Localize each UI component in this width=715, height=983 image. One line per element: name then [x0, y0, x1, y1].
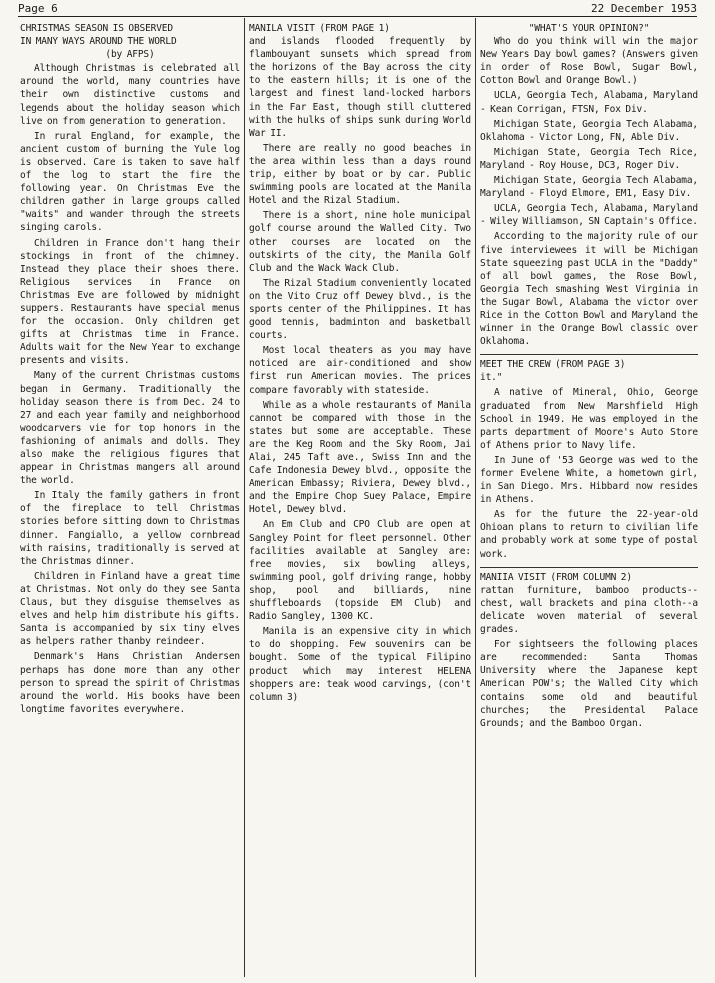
christmas-paragraph: Children in Finland have a great time at Christmas. Not only do they see Santa Claus, but they disguise themselves as elves and help him distribute his gifts. Santa is accompanied by six tiny elves as helpers rather thanby reindeer.	[20, 570, 240, 648]
opinion-paragraph: UCLA, Georgia Tech, Alabama, Maryland - Kean Corrigan, FTSN, Fox Div.	[480, 90, 698, 115]
christmas-paragraph: Although Christmas is celebrated all around the world, many countries have their own distinctive customs and legends about the holiday season which live on from generation to generation.	[20, 63, 240, 127]
page-number: Page 6	[18, 2, 58, 15]
header-rule	[18, 16, 697, 17]
crew-paragraph: As for the future the 22-year-old Ohioan plans to return to civilian life and probably work at some type of postal work.	[480, 509, 698, 560]
christmas-paragraph: Denmark's Hans Christian Andersen perhaps has done more than any other person to spread the spirit of Christmas around the world. His books have been longtime favorites everywhere.	[20, 651, 240, 715]
issue-date: 22 December 1953	[591, 2, 697, 15]
column-divider-1	[244, 18, 245, 977]
manila-paragraph: The Rizal Stadium conveniently located on the Vito Cruz off Dewey blvd., is the sports center of the Philippines. It has good tennis, badminton and basketball courts.	[249, 277, 471, 342]
column-1	[20, 22, 240, 718]
opinion-headline: "WHAT'S YOUR OPINION?"	[528, 23, 650, 34]
manila-paragraph: While as a whole restaurants of Manila cannot be compared with those in the states but some are acceptable. These are the Keg Room and the Sky Room, Jai Alai, 245 Taft ave., Swiss Inn and the Cafe Indonesia Dewey blvd., opposite the American Embassy; Riviera, Dewey blvd., and the Empire Chop Suey Palace, Empire Hotel, Dewey blvd.	[249, 399, 471, 516]
christmas-headline-line2: IN MANY WAYS AROUND THE WORLD	[20, 36, 177, 48]
meet-crew-headline: MEET THE CREW (FROM PAGE 3)	[480, 359, 626, 371]
opinion-paragraph: According to the majority rule of our five interviewees it will be Michigan State squeezing past UCLA in the "Daddy" of all bowl games, the Rose Bowl, Georgia Tech smashing West Virginia in the Sugar Bowl, Alabama the victor over Rice in the Cotton Bowl and Maryland the winner in the Orange Bowl classic over Oklahoma.	[480, 231, 698, 348]
crew-paragraph: In June of '53 George was wed to the former Evelene White, a hometown girl, in San Diego. Mrs. Hibbard now resides in Athens.	[480, 454, 698, 506]
opinion-paragraph: UCLA, Georgia Tech, Alabama, Maryland - Wiley Williamson, SN Captain's Office.	[480, 203, 698, 228]
christmas-byline: (by AFPS)	[105, 49, 155, 61]
crew-lead: it."	[480, 372, 503, 384]
manila-paragraph: Most local theaters as you may have noticed are air-conditioned and show first run American movies. The prices compare favorably with stateside.	[249, 345, 471, 396]
christmas-paragraph: Many of the current Christmas customs began in Germany. Traditionally the holiday season there is from Dec. 24 to 27 and each year family and neighborhood woodcarvers vie for top honors in the fashioning of animals and dolls. They also make the religious figures that appear in Christmas mangers all around the world.	[20, 370, 240, 487]
opinion-paragraph: Michigan State, Georgia Tech Alabama, Maryland - Floyd Elmore, EM1, Easy Div.	[480, 175, 698, 200]
opinion-paragraph: Michigan State, Georgia Tech Rice, Maryland - Roy House, DC3, Roger Div.	[480, 146, 698, 171]
christmas-paragraph: Children in France don't hang their stockings in front of the chimney. Instead they place their shoes there. Religious services in France on Christmas Eve are followed by midnight suppers. Restaurants have special menus for the occasion. Only children get gifts at Christmas time in France. Adults wait for the New Year to exchange presents and visits.	[20, 237, 240, 367]
christmas-paragraph: In rural England, for example, the ancient custom of burning the Yule log is observed. Care is taken to save half of the log to start the fire the following year. On Christmas Eve the children gather in large groups called "waits" and wander through the streets singing carols.	[20, 130, 240, 234]
opinion-paragraph: Who do you think will win the major New Years Day bowl games? (Answers given in order of Rose Bowl, Sugar Bowl, Cotton Bowl and Orange Bowl.)	[480, 36, 698, 87]
manila-lead-paragraph: and islands flooded frequently by flambouyant sunsets which spread from the horizons of the Bay across the city to the eastern hills; it is one of the largest and finest land-locked harbors in the Far East, though still cluttered with the hulks of ships sunk during World War II.	[249, 36, 471, 139]
manila-continued-paragraph: For sightseers the following places are recommended: Santa Thomas University where the Japanese kept American POW's; the Walled City which contains some old and beautiful churches; the Presidental Palace Grounds; and the Bamboo Organ.	[480, 639, 698, 729]
manila-paragraph: There are really no good beaches in the area within less than a days round trip, either by boat or by car. Public swimming pools are located at the Manila Hotel and the Rizal Stadium.	[249, 142, 471, 207]
column-3	[480, 22, 698, 732]
manila-continued-headline: MANIIA VISIT (FROM COLUMN 2)	[480, 571, 632, 583]
opinion-paragraph: Michigan State, Georgia Tech Alabama, Oklahoma - Victor Long, FN, Able Div.	[480, 118, 698, 143]
manila-visit-headline: MANILA VISIT (FROM PAGE 1)	[249, 23, 390, 34]
column-divider-2	[475, 18, 476, 977]
manila-paragraph: An Em Club and CPO Club are open at Sangley Point for fleet personnel. Other facilities available at Sangley are: free movies, six bowling alleys, swimming pool, golf driving range, hobby shop, pool and billiards, nine shuffleboards (topside EM Club) and Radio Sangley, 1300 KC.	[249, 519, 471, 623]
christmas-headline-line1: CHRISTMAS SEASON IS OBSERVED	[20, 23, 173, 34]
christmas-paragraph: In Italy the family gathers in front of the fireplace to tell Christmas stories before sitting down to Christmas dinner. Fangiallo, a yellow cornbread with raisins, traditionally is served at the Christmas dinner.	[20, 490, 240, 567]
manila-paragraph: Manila is an expensive city in which to do shopping. Few souvenirs can be bought. Some of the typical Filipino product which may interest HELENA shoppers are: teak wood carvings, (con't column 3)	[249, 626, 471, 703]
manila-paragraph: There is a short, nine hole municipal golf course around the Walled City. Two other courses are located on the outskirts of the city, the Manila Golf Club and the Wack Wack Club.	[249, 210, 471, 274]
section-divider	[480, 567, 698, 568]
section-divider	[480, 354, 698, 355]
manila-continued-lead: rattan furniture, bamboo products--chest, wall brackets and pina cloth--a delicate woven material of several grades.	[480, 584, 698, 636]
crew-paragraph: A native of Mineral, Ohio, George graduated from New Marshfield High School in 1949. He was employed in the parts department of Moore's Auto Store of Athens prior to Navy life.	[480, 387, 698, 451]
column-2	[249, 22, 471, 706]
